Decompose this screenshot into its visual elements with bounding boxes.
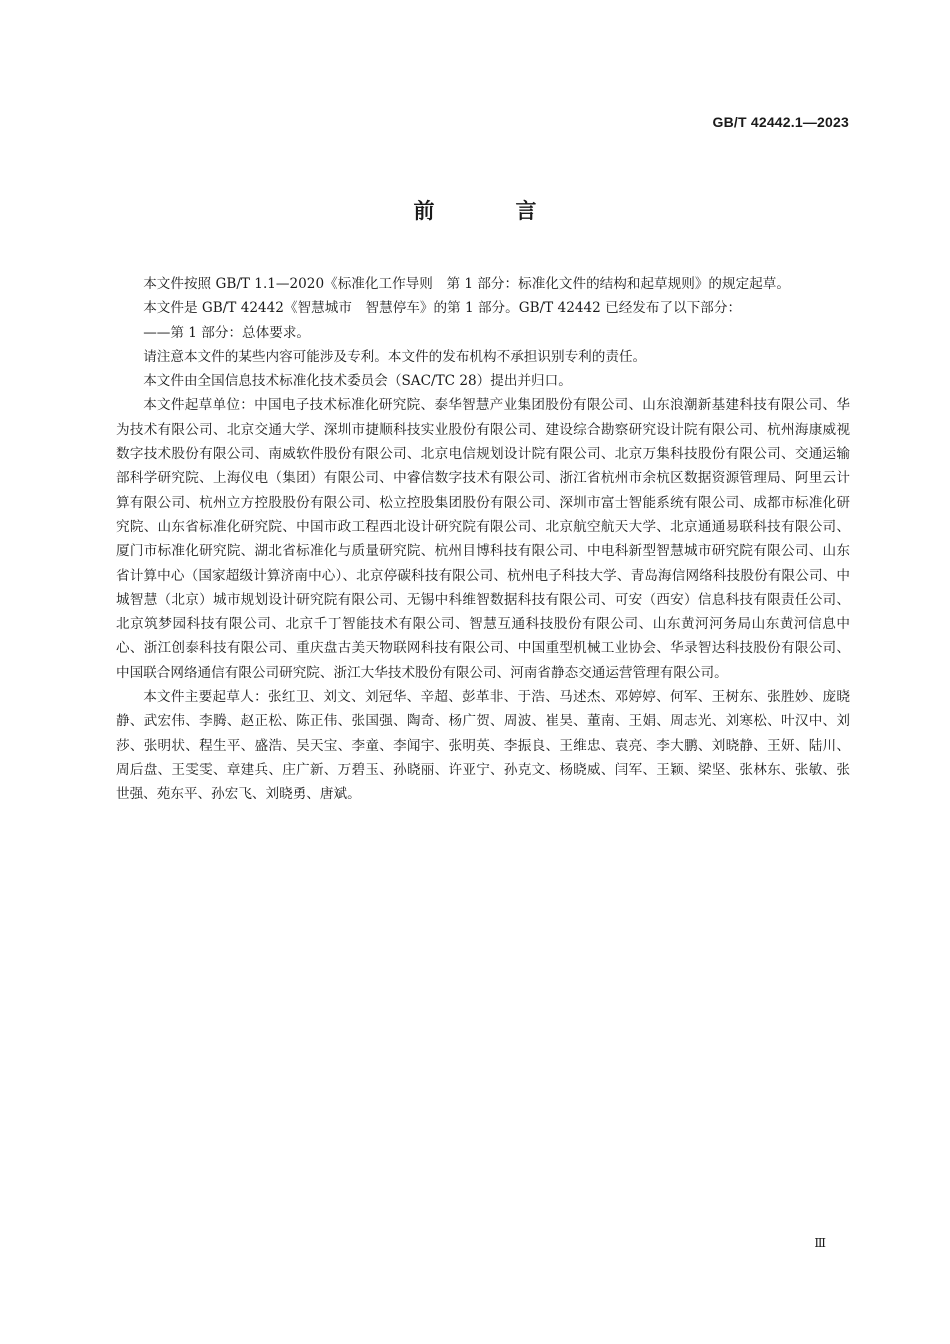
paragraph-drafting-rules: 本文件按照 GB/T 1.1—2020《标准化工作导则 第 1 部分：标准化文件的结构和起草规则》的规定起草。 bbox=[143, 276, 790, 292]
paragraph-proposer: 本文件由全国信息技术标准化技术委员会（SAC/TC 28）提出并归口。 bbox=[143, 373, 572, 390]
paragraph-drafters: 本文件主要起草人：张红卫、刘文、刘冠华、辛超、彭革非、于浩、马述杰、邓婷婷、何军、王树东、张胜妙、庞晓静、武宏伟、李腾、赵正松、陈正伟、张国强、陶奇、杨广贺、周波、崔昊、董南、王娟、周志光、刘寒松、叶汉中、刘莎、张明状、程生平、盛浩、吴天宝、李童、李闻宇、张明英、李振良、王维忠、袁亮、李大鹏、刘晓静、王妍、陆川、周后盘、王雯雯、章建兵、庄广新、万碧玉、孙晓丽、许亚宁、孙克文、杨晓威、闫军、王颖、梁坚、张林东、张敏、张世强、苑东平、孙宏飞、刘晓勇、唐斌。 bbox=[116, 689, 850, 803]
preface-body bbox=[116, 272, 850, 807]
paragraph-patent-notice: 请注意本文件的某些内容可能涉及专利。本文件的发布机构不承担识别专利的责任。 bbox=[143, 348, 647, 365]
paragraph-drafting-units: 本文件起草单位：中国电子技术标准化研究院、泰华智慧产业集团股份有限公司、山东浪潮新基建科技有限公司、华为技术有限公司、北京交通大学、深圳市捷顺科技实业股份有限公司、建设综合勘察研究设计院有限公司、杭州海康威视数字技术股份有限公司、南威软件股份有限公司、北京电信规划设计院有限公司、北京万集科技股份有限公司、交通运输部科学研究院、上海仪电（集团）有限公司、中睿信数字技术有限公司、浙江省杭州市余杭区数据资源管理局、阿里云计算有限公司、杭州立方控股股份有限公司、松立控股集团股份有限公司、深圳市富士智能系统有限公司、成都市标准化研究院、山东省标准化研究院、中国市政工程西北设计研究院有限公司、北京航空航天大学、北京通通易联科技有限公司、厦门市标准化研究院、湖北省标准化与质量研究院、杭州目博科技有限公司、中电科新型智慧城市研究院有限公司、山东省计算中心（国家超级计算济南中心）、北京停碳科技有限公司、杭州电子科技大学、青岛海信网络科技股份有限公司、中城智慧（北京）城市规划设计研究院有限公司、无锡中科维智数据科技有限公司、可安（西安）信息科技有限责任公司、北京筑梦园科技有限公司、北京千丁智能技术有限公司、智慧互通科技股份有限公司、山东黄河河务局山东黄河信息中心、浙江创泰科技有限公司、重庆盘古美天物联网科技有限公司、中国重型机械工业协会、华录智达科技股份有限公司、中国联合网络通信有限公司研究院、浙江大华技术股份有限公司、河南省静态交通运营管理有限公司。 bbox=[116, 397, 850, 681]
paragraph-series-intro: 本文件是 GB/T 42442《智慧城市 智慧停车》的第 1 部分。GB/T 42442 已经发布了以下部分： bbox=[143, 300, 742, 317]
page-number: Ⅲ bbox=[814, 1236, 826, 1250]
page-title: 前 言 bbox=[413, 199, 567, 223]
paragraph-part-list-item: ——第 1 部分：总体要求。 bbox=[143, 324, 311, 341]
standard-code: GB/T 42442.1—2023 bbox=[712, 114, 849, 130]
